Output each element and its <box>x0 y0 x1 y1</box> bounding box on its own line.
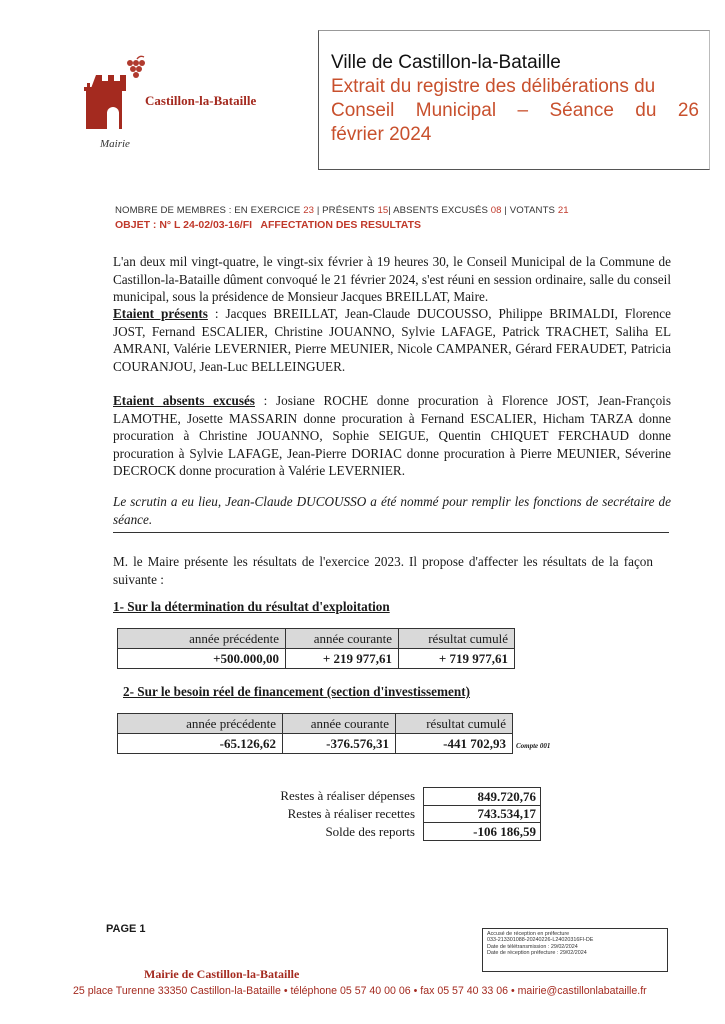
presents-list: : Jacques BREILLAT, Jean-Claude DUCOUSSO, Philippe BRIMALDI, Florence JOST, Fernand ESCALIER, Christine JOUANNO, Sylvie LAFAGE, Patrick TRACHET, Saliha EL AMRANI, Valérie LEVERNIER, Pierre MEUNIER, Nicole CAMPANER, Gérard FERAUDET, Patricia COURANJOU, Jean-Luc BELLEINGUER. <box>113 306 671 374</box>
footer-mairie-name: Mairie de Castillon-la-Bataille <box>144 967 300 981</box>
logo-mairie-label: Mairie <box>100 138 130 150</box>
value-cell: + 219 977,61 <box>286 649 399 669</box>
registry-title-line1: Extrait du registre des délibérations du <box>331 76 656 97</box>
restes-row <box>255 823 541 841</box>
maire-paragraph: M. le Maire présente les résultats de l'exercice 2023. Il propose d'affecter les résultats de la façon suivante : <box>113 554 653 587</box>
value-cell: + 719 977,61 <box>399 649 515 669</box>
table-header-row <box>118 629 515 649</box>
restes-label: Restes à réaliser recettes <box>287 806 415 821</box>
restes-value: -106 186,59 <box>423 823 541 841</box>
city-title: Ville de Castillon-la-Bataille <box>331 52 561 73</box>
stamp-line: Date de télétransmission : 29/02/2024 <box>487 943 578 950</box>
restes-row <box>255 787 541 805</box>
value-cell: -65.126,62 <box>118 734 283 754</box>
header-cell: résultat cumulé <box>396 714 513 734</box>
scrutin-paragraph: Le scrutin a eu lieu, Jean-Claude DUCOUSSO a été nommé pour remplir les fonctions de secrétaire de séance. <box>113 494 671 527</box>
header-cell: année précédente <box>118 714 283 734</box>
restes-block <box>255 787 541 841</box>
section1-title: 1- Sur la détermination du résultat d'exploitation <box>113 599 390 614</box>
presents-heading: Etaient présents <box>113 306 208 321</box>
header-cell: année courante <box>286 629 399 649</box>
section2-title: 2- Sur le besoin réel de financement (section d'investissement) <box>123 684 470 699</box>
absents-list: : Josiane ROCHE donne procuration à Florence JOST, Jean-François LAMOTHE, Josette MASSARIN donne procuration à Fernand ESCALIER, Hicham TARZA donne procuration à Christine JOUANNO, Sophie SEIGUE, Quentin CHIQUET FERCHAUD donne procuration à Sylvie LAFAGE, Jean-Pierre DORIAC donne procuration à Pierre MEUNIER, Séverine DECROCK donne procuration à Valérie LEVERNIER. <box>113 393 671 478</box>
members-count-line <box>115 205 569 216</box>
stamp-line: Date de réception préfecture : 29/02/2024 <box>487 950 587 957</box>
absents-paragraph <box>113 392 671 480</box>
objet-line: OBJET : N° L 24-02/03-16/FI AFFECTATION DES RESULTATS <box>115 219 422 231</box>
presents-label: | PRÉSENTS <box>314 205 378 216</box>
header-cell: année précédente <box>118 629 286 649</box>
footer-address: 25 place Turenne 33350 Castillon-la-Bataille • téléphone 05 57 40 00 06 • fax 05 57 40 33 06 • mairie@castillonlabataille.fr <box>73 985 647 997</box>
stamp-line: Accusé de réception en préfecture <box>487 931 570 937</box>
table-row <box>118 734 513 754</box>
restes-label: Solde des reports <box>325 824 415 839</box>
members-label: NOMBRE DE MEMBRES : EN EXERCICE <box>115 205 304 216</box>
town-logo <box>82 55 152 135</box>
title-box <box>318 30 710 170</box>
separator-line <box>113 532 669 533</box>
registry-title-line3: février 2024 <box>331 124 432 145</box>
restes-row <box>255 805 541 823</box>
stamp-line: 033-213301088-20240226-L24020316FI-DE <box>487 937 594 944</box>
restes-value: 849.720,76 <box>423 787 541 806</box>
absents-heading: Etaient absents excusés <box>113 393 255 408</box>
intro-paragraph: L'an deux mil vingt-quatre, le vingt-six février à 19 heures 30, le Conseil Municipal de la Commune de Castillon-la-Bataille dûment convoqué le 21 février 2024, s'est réuni en session ordinaire, salle du conseil municipal, sous la présidence de Monsieur Jacques BREILLAT, Maire. <box>113 254 671 304</box>
registry-title-line2: Conseil Municipal – Séance du 26 <box>331 100 699 121</box>
restes-label: Restes à réaliser dépenses <box>280 788 415 803</box>
table-row <box>118 649 515 669</box>
page-number: PAGE 1 <box>106 923 146 935</box>
logo-town-name: Castillon-la-Bataille <box>145 93 257 108</box>
presents-paragraph <box>113 305 671 375</box>
prefecture-stamp <box>482 928 668 972</box>
section1-table <box>117 628 515 669</box>
votants-label: | VOTANTS <box>501 205 558 216</box>
compte-note: Compte 001 <box>516 742 551 750</box>
value-cell: -376.576,31 <box>283 734 396 754</box>
header-cell: année courante <box>283 714 396 734</box>
table-header-row <box>118 714 513 734</box>
header-cell: résultat cumulé <box>399 629 515 649</box>
members-in-exercice: 23 <box>303 205 315 216</box>
restes-value: 743.534,17 <box>423 805 541 823</box>
value-cell: +500.000,00 <box>118 649 286 669</box>
votants-count: 21 <box>557 205 569 216</box>
section2-table <box>117 713 513 754</box>
absents-count: 08 <box>490 205 502 216</box>
presents-count: 15 <box>377 205 389 216</box>
value-cell: -441 702,93 <box>396 734 513 754</box>
absents-label: | ABSENTS EXCUSÉS <box>388 205 491 216</box>
